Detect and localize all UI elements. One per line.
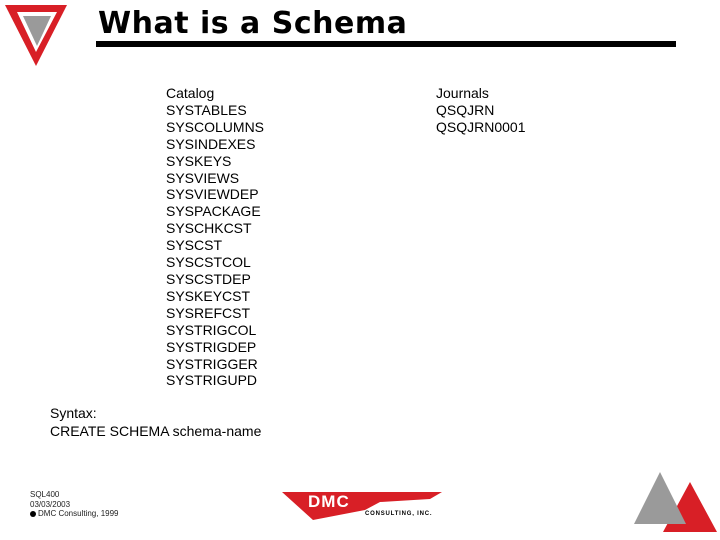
- list-item: SYSCOLUMNS: [166, 118, 265, 135]
- footer-copyright-line: [30, 509, 118, 519]
- list-item: SYSCSTDEP: [166, 270, 251, 287]
- list-item: SYSKEYCST: [166, 287, 251, 304]
- list-item: SYSTRIGCOL: [166, 321, 257, 338]
- footer-date: 03/03/2003: [30, 499, 71, 509]
- list-item: SYSTRIGDEP: [166, 338, 257, 355]
- list-item: SYSPACKAGE: [166, 203, 261, 220]
- list-item: SYSCST: [166, 237, 223, 254]
- list-item: QSQJRN: [436, 101, 495, 118]
- title-underline: [96, 41, 676, 47]
- syntax-statement: CREATE SCHEMA schema-name: [50, 423, 262, 439]
- footer-info: [30, 490, 118, 519]
- logo-sub-text: CONSULTING, INC.: [365, 511, 433, 517]
- list-item: SYSCHKCST: [166, 220, 252, 237]
- corner-logo-bottom-right-icon: [628, 468, 718, 538]
- logo-main-text: DMC: [308, 492, 350, 511]
- copyright-icon: [30, 511, 36, 517]
- journals-heading: Journals: [436, 85, 489, 101]
- page-title: What is a Schema: [98, 6, 408, 41]
- list-item: SYSCSTCOL: [166, 254, 251, 271]
- footer-copyright: DMC Consulting, 1999: [38, 509, 119, 518]
- catalog-heading: Catalog: [166, 85, 215, 101]
- list-item: SYSREFCST: [166, 304, 251, 321]
- corner-logo-top-left-icon: [3, 2, 68, 70]
- journals-list: [436, 85, 525, 136]
- syntax-label: Syntax:: [50, 405, 97, 421]
- list-item: SYSKEYS: [166, 152, 232, 169]
- footer-course: SQL400: [30, 490, 60, 499]
- list-item: SYSTRIGUPD: [166, 372, 258, 389]
- list-item: SYSTRIGGER: [166, 355, 258, 372]
- list-item: QSQJRN0001: [436, 118, 526, 135]
- list-item: SYSINDEXES: [166, 135, 256, 152]
- syntax-block: [50, 404, 261, 440]
- list-item: SYSVIEWS: [166, 169, 240, 186]
- dmc-logo: [280, 490, 445, 520]
- catalog-list: [166, 85, 264, 389]
- list-item: SYSTABLES: [166, 101, 247, 118]
- list-item: SYSVIEWDEP: [166, 186, 259, 203]
